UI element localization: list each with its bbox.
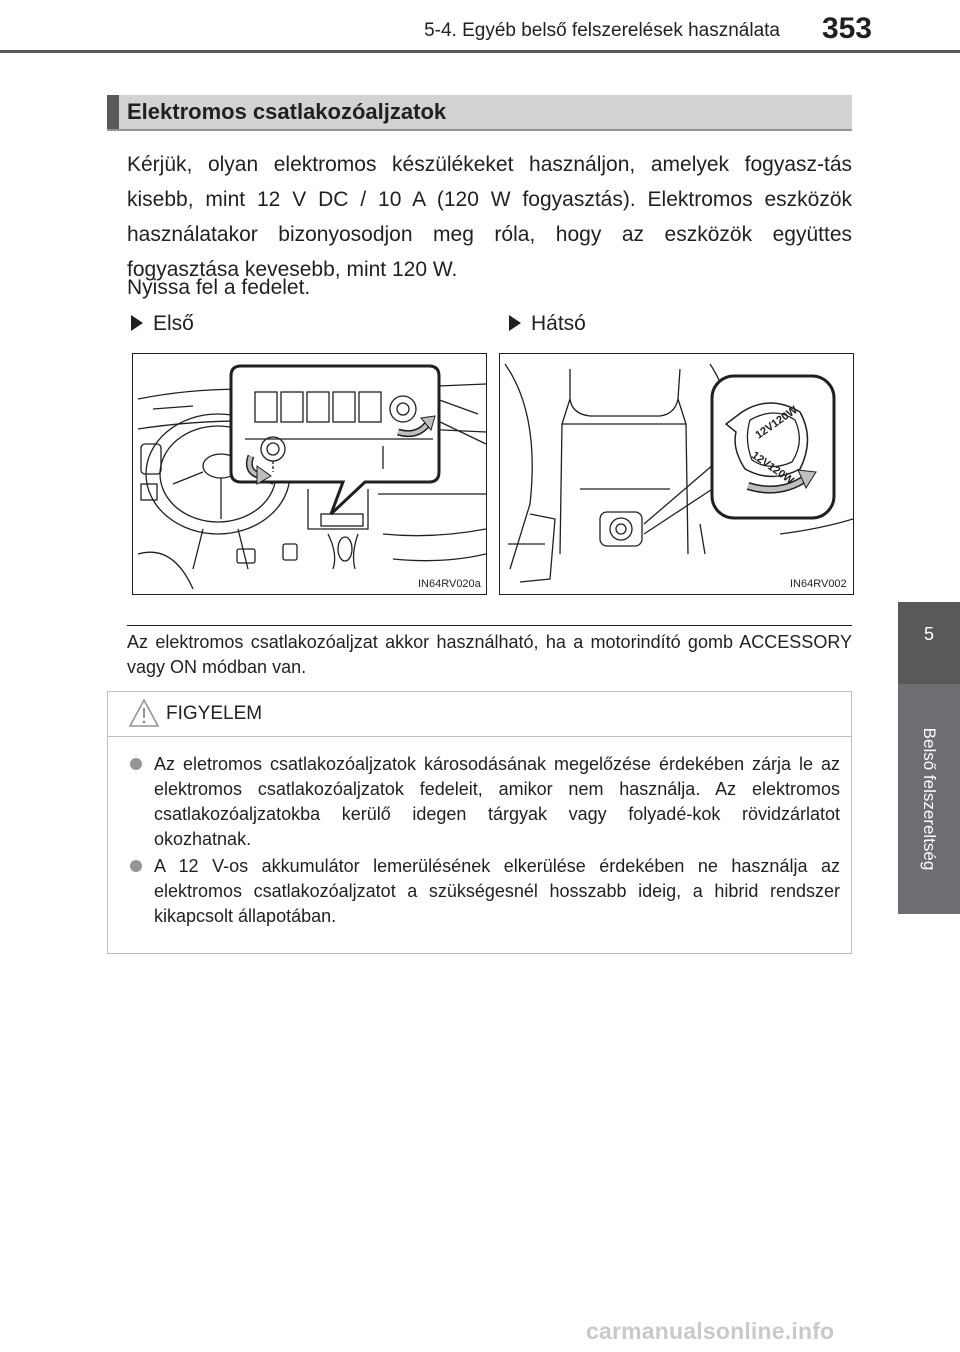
caution-title: FIGYELEM [166,703,263,724]
header-rule [0,50,960,53]
front-socket-illustration [132,353,487,595]
note-rule [127,625,852,626]
warning-triangle-icon [128,698,160,728]
rear-figure-code: IN64RV002 [790,578,847,590]
caution-item [130,854,840,929]
caution-item-text: Az eletromos csatlakozóaljzatok károsodásának megelőzése érdekében zárja le az elektromos csatlakozóaljzatok fedeleit, amikor nem használja. Az elektromos csatlakozóaljzatokba kerülő idegen tárgyak vagy folyadé-kok rövidzárlatot okozhatnak. [154,754,840,849]
rear-socket-illustration [499,353,854,595]
watermark: carmanualsonline.info [586,1318,835,1344]
caution-header [108,692,851,737]
body-paragraph-1: Kérjük, olyan elektromos készülékeket használjon, amelyek fogyasz-tás kisebb, mint 12 V DC / 10 A (120 W fogyasztás). Elektromos eszközök használatakor bizonyosodjon meg róla, hogy az eszközök együttes fogyasztása kevesebb, mint 120 W. [127,153,852,281]
chapter-label: Belső felszereltség [920,727,939,871]
rear-label: Hátsó [531,312,586,335]
chapter-number: 5 [923,624,934,644]
note-text: Az elektromos csatlakozóaljzat akkor használható, ha a motorindító gomb ACCESSORY vagy ON módban van. [127,632,852,677]
front-subheading [131,312,194,336]
chapter-label-container [898,684,960,914]
bullet-dot-icon [130,860,142,872]
rear-subheading [509,312,586,336]
front-label: Első [153,312,194,335]
cap-rating-text: 12V120W [753,404,800,442]
section-heading-bar [107,95,119,129]
caution-item [130,752,840,852]
page-number: 353 [821,12,872,45]
triangle-bullet-icon [131,315,143,331]
caution-item-text: A 12 V-os akkumulátor lemerülésének elkerülése érdekében ne használja az elektromos csatlakozóaljzatot a szükségesnél hosszabb ideig, a hibrid rendszer kikapcsolt állapotában. [154,856,840,926]
bullet-dot-icon [130,758,142,770]
caution-box [107,691,852,954]
section-heading-text: Elektromos csatlakozóaljzatok [127,99,447,124]
triangle-bullet-icon [509,315,521,331]
section-heading [107,95,852,131]
body-paragraph-2: Nyissa fel a fedelet. [127,276,311,299]
rear-console-drawing [500,354,853,594]
cap-rating-text-lower: 12V120W [749,449,796,487]
running-header-title: 5-4. Egyéb belső felszerelések használata [424,20,780,41]
front-figure-code: IN64RV020a [418,578,481,590]
dashboard-drawing [133,354,486,594]
